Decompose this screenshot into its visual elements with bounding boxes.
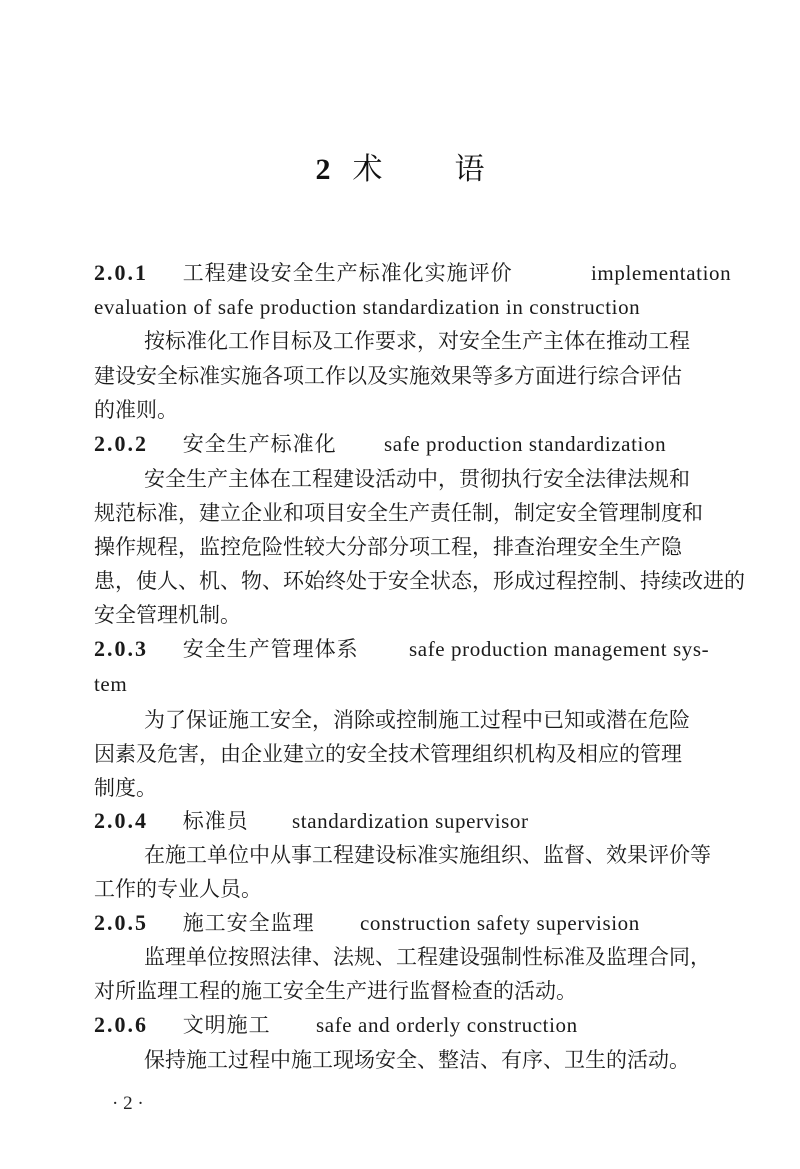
definition-line: 因素及危害，由企业建立的安全技术管理组织机构及相应的管理 bbox=[94, 742, 682, 766]
chapter-title-char: 语 bbox=[454, 152, 485, 187]
definition-line: 规范标准，建立企业和项目安全生产责任制，制定安全管理制度和 bbox=[94, 501, 703, 525]
term-english: safe production standardization bbox=[384, 432, 667, 456]
term-chinese: 安全生产管理体系 bbox=[182, 637, 359, 661]
term-heading bbox=[94, 258, 513, 288]
term-english-continued: tem bbox=[94, 672, 128, 696]
definition-line: 制度。 bbox=[94, 776, 157, 800]
term-english: safe and orderly construction bbox=[316, 1013, 578, 1037]
term-number: 2.0.2 bbox=[94, 431, 148, 456]
definition-line: 的准则。 bbox=[94, 398, 178, 422]
definition-line: 保持施工过程中施工现场安全、整洁、有序、卫生的活动。 bbox=[144, 1048, 690, 1072]
definition-line: 安全管理机制。 bbox=[94, 603, 241, 627]
definition-line: 为了保证施工安全，消除或控制施工过程中已知或潜在危险 bbox=[144, 708, 690, 732]
term-chinese: 文明施工 bbox=[182, 1013, 271, 1037]
term-chinese: 施工安全监理 bbox=[182, 911, 315, 935]
definition-line: 工作的专业人员。 bbox=[94, 877, 262, 901]
term-heading bbox=[94, 1010, 271, 1040]
definition-line: 患，使人、机、物、环始终处于安全状态，形成过程控制、持续改进的 bbox=[94, 569, 745, 593]
term-english: safe production management sys- bbox=[409, 637, 710, 661]
term-number: 2.0.6 bbox=[94, 1012, 148, 1037]
chapter-title bbox=[0, 148, 800, 192]
term-heading bbox=[94, 429, 337, 459]
term-heading bbox=[94, 908, 315, 938]
term-heading bbox=[94, 806, 249, 836]
definition-line: 操作规程，监控危险性较大分部分项工程，排查治理安全生产隐 bbox=[94, 535, 682, 559]
definition-line: 建设安全标准实施各项工作以及实施效果等多方面进行综合评估 bbox=[94, 364, 682, 388]
definition-line: 监理单位按照法律、法规、工程建设强制性标准及监理合同， bbox=[144, 945, 711, 969]
term-english: standardization supervisor bbox=[292, 809, 529, 833]
page-number: · 2 · bbox=[112, 1093, 144, 1114]
definition-line: 对所监理工程的施工安全生产进行监督检查的活动。 bbox=[94, 979, 577, 1003]
term-chinese: 标准员 bbox=[182, 809, 249, 833]
term-number: 2.0.3 bbox=[94, 636, 148, 661]
chapter-title-char: 术 bbox=[352, 152, 383, 187]
term-english: implementation bbox=[591, 261, 732, 285]
term-heading bbox=[94, 634, 359, 664]
term-english-continued: evaluation of safe production standardization in construction bbox=[94, 295, 641, 319]
term-number: 2.0.4 bbox=[94, 808, 148, 833]
definition-line: 在施工单位中从事工程建设标准实施组织、监督、效果评价等 bbox=[144, 843, 711, 867]
term-number: 2.0.1 bbox=[94, 260, 148, 285]
term-number: 2.0.5 bbox=[94, 910, 148, 935]
definition-line: 安全生产主体在工程建设活动中，贯彻执行安全法律法规和 bbox=[144, 467, 690, 491]
term-chinese: 工程建设安全生产标准化实施评价 bbox=[182, 261, 513, 285]
term-english: construction safety supervision bbox=[360, 911, 640, 935]
chapter-number: 2 bbox=[315, 153, 331, 186]
term-chinese: 安全生产标准化 bbox=[182, 432, 337, 456]
definition-line: 按标准化工作目标及工作要求，对安全生产主体在推动工程 bbox=[144, 329, 690, 353]
